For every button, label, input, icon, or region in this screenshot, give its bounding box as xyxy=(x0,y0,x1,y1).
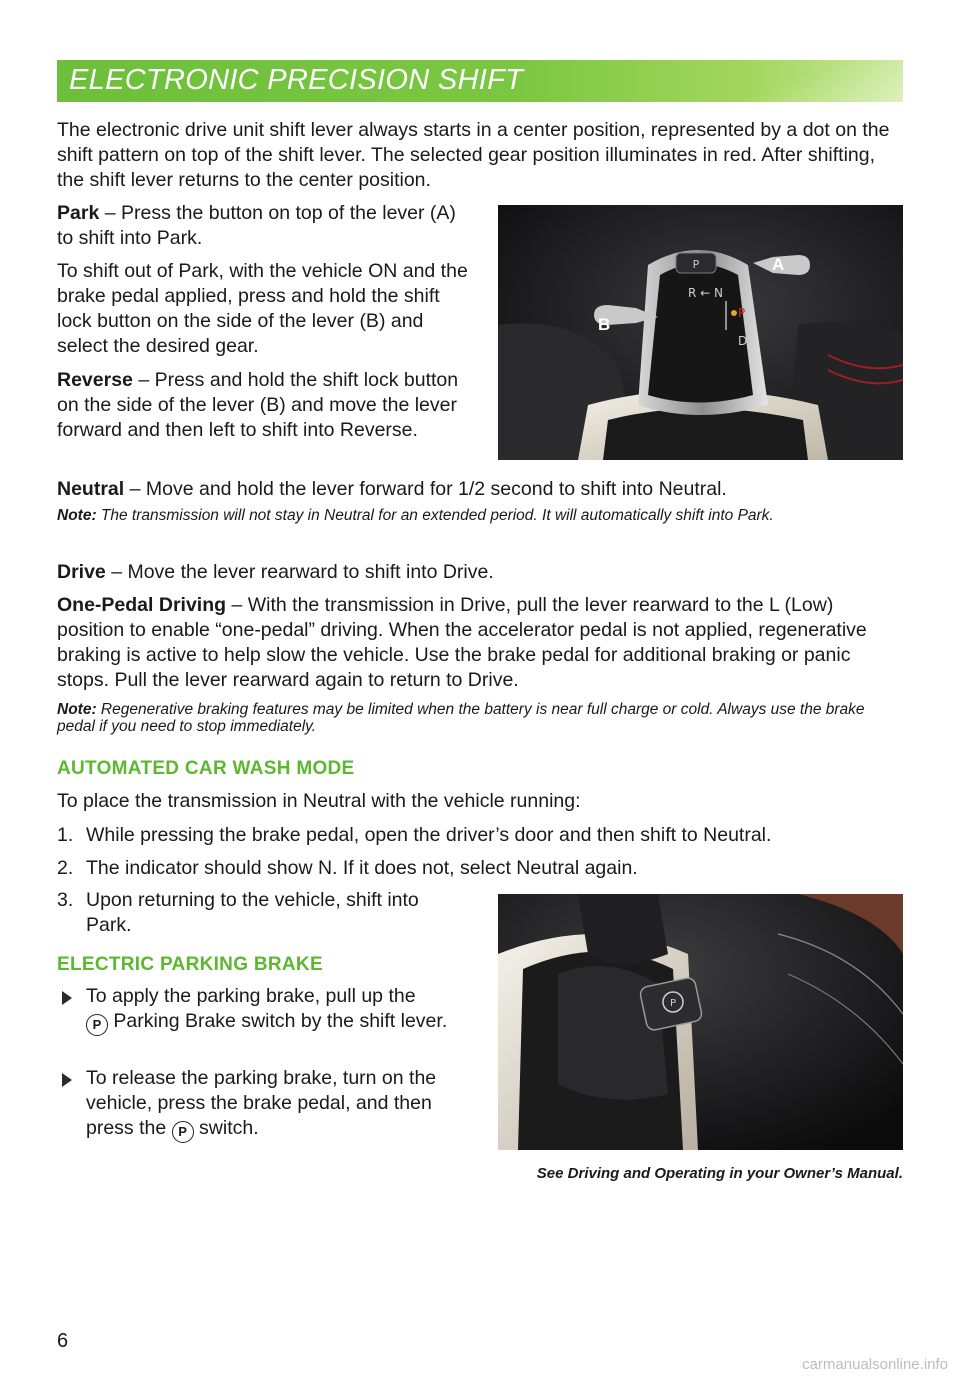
neutral-note xyxy=(57,507,837,524)
neutral-text: – Move and hold the lever forward for 1/2 second to shift into Neutral. xyxy=(124,478,727,500)
parking-brake-switch-label: P xyxy=(669,998,677,1009)
car-wash-heading: AUTOMATED CAR WASH MODE xyxy=(57,758,355,779)
shift-out-paragraph: To shift out of Park, with the vehicle ON and the brake pedal applied, press and hold the shift lock button on the side of the lever (B) and select the desired gear. xyxy=(57,260,468,357)
drive-paragraph xyxy=(57,560,903,585)
apply-text-a: To apply the parking brake, pull up the xyxy=(86,985,416,1007)
reverse-text: – Press and hold the shift lock button on the side of the lever (B) and move the lever forward and then left to shift into Reverse. xyxy=(57,369,459,441)
gear-label-r: R ← N xyxy=(688,286,723,300)
gear-label-d: D xyxy=(738,334,748,348)
neutral-note-label: Note: xyxy=(57,507,97,524)
step-number: 1. xyxy=(57,824,74,846)
bullet-arrow-icon xyxy=(62,991,72,1005)
one-pedal-note xyxy=(57,701,903,735)
step-text: While pressing the brake pedal, open the driver’s door and then shift to Neutral. xyxy=(86,824,772,846)
neutral-paragraph xyxy=(57,477,903,502)
section-title: ELECTRONIC PRECISION SHIFT xyxy=(69,64,524,96)
see-manual-reference: See Driving and Operating in your Owner’s Manual. xyxy=(536,1165,903,1182)
gear-label-park-button: P xyxy=(692,258,700,271)
apply-text-b: Parking Brake switch by the shift lever. xyxy=(108,1010,448,1032)
reverse-term: Reverse xyxy=(57,369,133,391)
section-banner xyxy=(57,60,903,102)
neutral-term: Neutral xyxy=(57,478,125,500)
reverse-paragraph xyxy=(57,368,477,443)
park-term: Park xyxy=(57,202,100,224)
watermark: carmanualsonline.info xyxy=(802,1356,948,1373)
page-number: 6 xyxy=(57,1330,69,1352)
parking-brake-illustration xyxy=(498,894,903,1150)
release-text-a: To release the parking brake, turn on the vehicle, press the brake pedal, and then press the xyxy=(86,1067,437,1139)
one-pedal-term: One-Pedal Driving xyxy=(57,594,227,616)
drive-term: Drive xyxy=(57,561,106,583)
parking-brake-photo xyxy=(498,894,903,1150)
parking-brake-bullet-apply xyxy=(86,984,481,1036)
intro-paragraph: The electronic drive unit shift lever always starts in a center position, represented by a dot on the shift pattern on top of the shift lever. The selected gear position illuminates in red. After shifting, the shift lever returns to the center position. xyxy=(57,119,890,191)
park-paragraph xyxy=(57,201,477,251)
gear-label-p-red: P xyxy=(738,306,746,320)
one-pedal-note-label: Note: xyxy=(57,701,97,718)
release-text-b: switch. xyxy=(193,1117,259,1139)
one-pedal-note-text: Regenerative braking features may be limited when the battery is near full charge or cold. Always use the brake pedal if you need to stop immediately. xyxy=(57,701,865,735)
callout-b: B xyxy=(598,315,611,334)
step-number: 3. xyxy=(57,889,74,911)
car-wash-intro: To place the transmission in Neutral with the vehicle running: xyxy=(57,790,581,812)
parking-brake-heading: ELECTRIC PARKING BRAKE xyxy=(57,954,323,975)
step-text: Upon returning to the vehicle, shift into Park. xyxy=(86,889,419,936)
one-pedal-text: – With the transmission in Drive, pull the lever rearward to the L (Low) position to enable “one-pedal” driving. When the accelerator pedal is not applied, regenerative braking is active to help slow the vehicle. Use the brake pedal for additional braking or panic stops. Pull the lever rearward again to return to Drive. xyxy=(57,594,867,691)
neutral-note-text: The transmission will not stay in Neutral for an extended period. It will automatically shift into Park. xyxy=(96,507,774,524)
parking-brake-p-icon: P xyxy=(86,1014,108,1036)
step-number: 2. xyxy=(57,857,74,879)
shifter-photo xyxy=(498,205,903,460)
one-pedal-paragraph xyxy=(57,593,903,693)
bullet-arrow-icon xyxy=(62,1073,72,1087)
parking-brake-p-icon: P xyxy=(172,1121,194,1143)
shifter-illustration xyxy=(498,205,903,460)
parking-brake-bullet-release xyxy=(86,1066,481,1143)
drive-text: – Move the lever rearward to shift into Drive. xyxy=(105,561,494,583)
callout-a: A xyxy=(772,255,785,274)
park-text: – Press the button on top of the lever (A) to shift into Park. xyxy=(57,202,456,249)
step-text: The indicator should show N. If it does not, select Neutral again. xyxy=(86,857,638,879)
